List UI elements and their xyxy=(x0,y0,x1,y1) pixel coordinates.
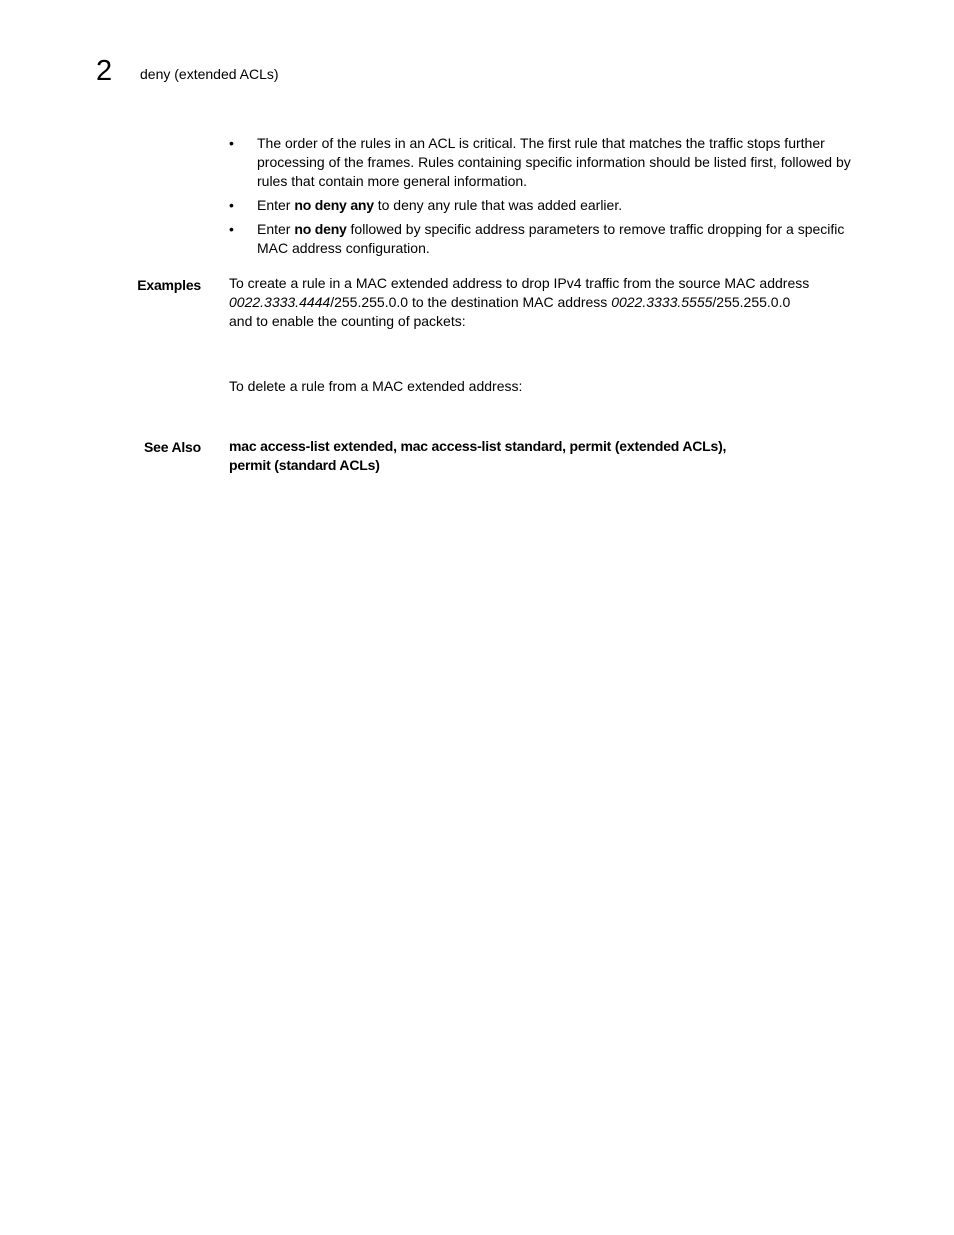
see-also-label: See Also xyxy=(143,439,201,455)
examples-label: Examples xyxy=(137,277,201,293)
examples-paragraph-2: To delete a rule from a MAC extended address: xyxy=(229,378,523,394)
bullet-text: The order of the rules in an ACL is critical. The first rule that matches the traffic stops further processing of the frames. Rules containing specific information should be listed first, followed by rules that contain more general information. xyxy=(257,135,851,189)
list-item xyxy=(229,196,869,215)
examples-line-2 xyxy=(229,293,869,312)
bullet-prefix: Enter xyxy=(257,221,295,237)
examples-line-3: and to enable the counting of packets: xyxy=(229,313,466,329)
command-keyword: no deny any xyxy=(294,197,374,213)
source-mac: 0022.3333.4444 xyxy=(229,294,331,310)
list-item xyxy=(229,134,869,191)
running-title: deny (extended ACLs) xyxy=(140,66,279,82)
bullet-icon: • xyxy=(229,197,234,213)
bullet-icon: • xyxy=(229,135,234,151)
examples-paragraph-1 xyxy=(229,274,869,331)
destination-mask: /255.255.0.0 xyxy=(712,294,791,310)
usage-guidelines-list xyxy=(229,134,869,263)
bullet-suffix: followed by specific address parameters to remove traffic dropping for a specific MAC address configuration. xyxy=(257,221,845,256)
mid-text: to the destination MAC address xyxy=(408,294,612,310)
source-mask: /255.255.0.0 xyxy=(330,294,409,310)
bullet-icon: • xyxy=(229,221,234,237)
chapter-number: 2 xyxy=(96,55,113,87)
see-also-line-1: mac access-list extended, mac access-list standard, permit (extended ACLs), xyxy=(229,438,727,454)
see-also-links xyxy=(229,437,869,475)
destination-mac: 0022.3333.5555 xyxy=(611,294,713,310)
list-item xyxy=(229,220,869,258)
bullet-suffix: to deny any rule that was added earlier. xyxy=(373,197,623,213)
examples-line-1: To create a rule in a MAC extended address to drop IPv4 traffic from the source MAC address xyxy=(229,275,810,291)
bullet-prefix: Enter xyxy=(257,197,295,213)
see-also-line-2: permit (standard ACLs) xyxy=(229,457,380,473)
command-keyword: no deny xyxy=(294,221,347,237)
